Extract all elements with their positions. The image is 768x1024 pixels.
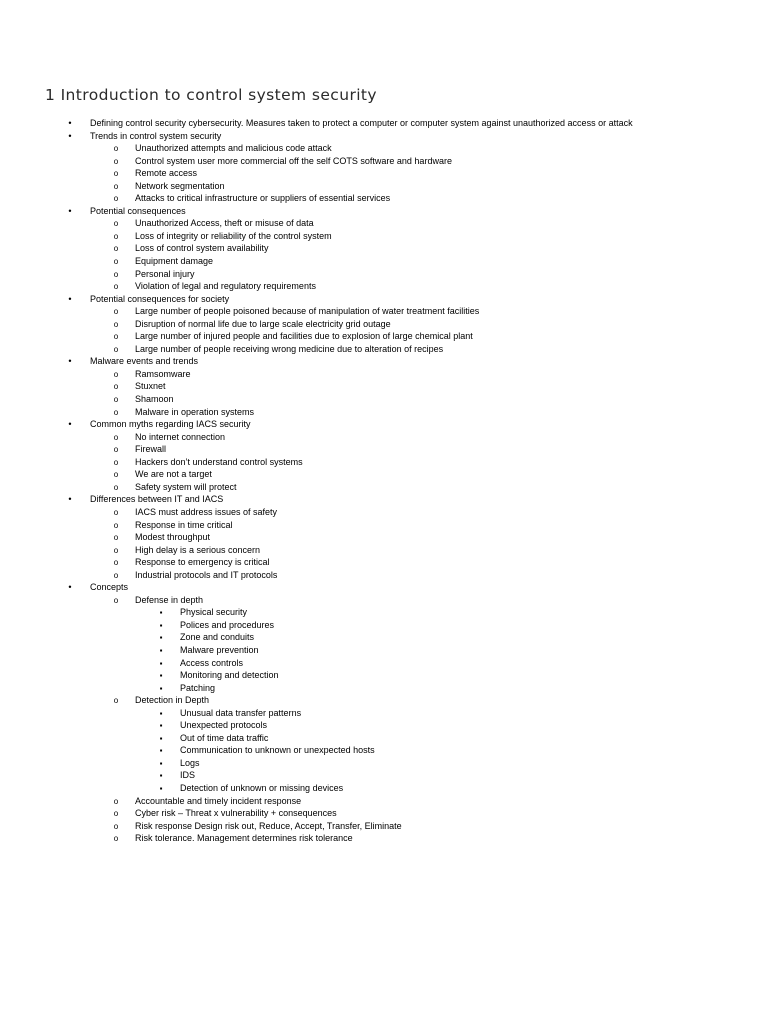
list-item-level-1 [0, 418, 768, 431]
bullet-square-icon [155, 631, 167, 645]
bullet-disc-icon [64, 205, 76, 218]
list-item-level-3 [0, 619, 768, 632]
list-item-level-2 [0, 330, 768, 343]
bullet-circle-icon [110, 280, 122, 294]
bullet-circle-icon [110, 180, 122, 194]
bullet-circle-icon [110, 406, 122, 420]
list-item-level-2 [0, 468, 768, 481]
list-item-level-2 [0, 268, 768, 281]
list-item-level-2 [0, 343, 768, 356]
list-item-text: Cyber risk – Threat x vulnerability + consequences [135, 808, 337, 819]
list-item-level-2 [0, 255, 768, 268]
list-item-level-2 [0, 431, 768, 444]
bullet-circle-icon [110, 694, 122, 708]
list-item-text: Logs [180, 757, 200, 768]
bullet-circle-icon [110, 594, 122, 608]
list-item-text: Zone and conduits [180, 632, 255, 643]
list-item-text: Industrial protocols and IT protocols [135, 569, 278, 580]
list-item-text: IDS [180, 770, 196, 781]
list-item-level-1 [0, 205, 768, 218]
bullet-circle-icon [110, 380, 122, 394]
list-item-level-2 [0, 368, 768, 381]
bullet-outline [0, 117, 768, 845]
bullet-square-icon [155, 732, 167, 746]
list-item-level-3 [0, 631, 768, 644]
bullet-circle-icon [110, 255, 122, 269]
list-item-text: Control system user more commercial off the self COTS software and hardware [135, 155, 452, 166]
bullet-disc-icon [64, 130, 76, 143]
bullet-square-icon [155, 644, 167, 658]
bullet-circle-icon [110, 468, 122, 482]
list-item-text: Trends in control system security [90, 130, 222, 141]
bullet-square-icon [155, 669, 167, 683]
bullet-disc-icon [64, 355, 76, 368]
list-item-level-3 [0, 682, 768, 695]
list-item-level-3 [0, 732, 768, 745]
list-item-level-3 [0, 769, 768, 782]
bullet-circle-icon [110, 569, 122, 583]
list-item-text: Malware prevention [180, 644, 259, 655]
list-item-text: Monitoring and detection [180, 670, 279, 681]
bullet-disc-icon [64, 581, 76, 594]
list-item-text: Risk tolerance. Management determines risk tolerance [135, 833, 353, 844]
list-item-text: Shamoon [135, 394, 174, 405]
list-item-level-3 [0, 707, 768, 720]
list-item-level-2 [0, 393, 768, 406]
list-item-level-2 [0, 506, 768, 519]
list-item-level-2 [0, 380, 768, 393]
list-item-level-3 [0, 669, 768, 682]
bullet-square-icon [155, 707, 167, 721]
list-item-level-2 [0, 531, 768, 544]
list-item-level-3 [0, 744, 768, 757]
list-item-text: Large number of injured people and facilities due to explosion of large chemical plant [135, 331, 473, 342]
list-item-level-2 [0, 481, 768, 494]
list-item-level-3 [0, 606, 768, 619]
bullet-circle-icon [110, 368, 122, 382]
list-item-level-2 [0, 820, 768, 833]
list-item-text: Loss of integrity or reliability of the control system [135, 230, 332, 241]
list-item-text: Safety system will protect [135, 481, 237, 492]
list-item-text: Remote access [135, 168, 198, 179]
bullet-circle-icon [110, 431, 122, 445]
list-item-text: Differences between IT and IACS [90, 494, 224, 505]
list-item-text: Response in time critical [135, 519, 233, 530]
list-item-text: Unauthorized Access, theft or misuse of data [135, 218, 314, 229]
list-item-level-2 [0, 795, 768, 808]
list-item-level-2 [0, 318, 768, 331]
bullet-circle-icon [110, 807, 122, 821]
bullet-circle-icon [110, 330, 122, 344]
list-item-level-2 [0, 556, 768, 569]
list-item-level-2 [0, 180, 768, 193]
list-item-text: Detection in Depth [135, 695, 210, 706]
list-item-text: Potential consequences for society [90, 293, 230, 304]
list-item-text: Potential consequences [90, 205, 186, 216]
list-item-text: High delay is a serious concern [135, 544, 261, 555]
bullet-circle-icon [110, 192, 122, 206]
bullet-circle-icon [110, 531, 122, 545]
list-item-text: Defense in depth [135, 594, 204, 605]
bullet-circle-icon [110, 544, 122, 558]
list-item-text: Out of time data traffic [180, 732, 269, 743]
list-item-text: Malware in operation systems [135, 406, 255, 417]
bullet-disc-icon [64, 117, 76, 130]
list-item-text: Risk response Design risk out, Reduce, Accept, Transfer, Eliminate [135, 820, 402, 831]
list-item-level-2 [0, 305, 768, 318]
list-item-text: Communication to unknown or unexpected hosts [180, 745, 375, 756]
list-item-level-2 [0, 142, 768, 155]
list-item-text: Unusual data transfer patterns [180, 707, 302, 718]
list-item-level-2 [0, 155, 768, 168]
list-item-level-2 [0, 167, 768, 180]
list-item-text: Equipment damage [135, 256, 214, 267]
bullet-square-icon [155, 682, 167, 696]
bullet-square-icon [155, 619, 167, 633]
list-item-text: Network segmentation [135, 180, 225, 191]
bullet-circle-icon [110, 318, 122, 332]
list-item-text: Physical security [180, 607, 248, 618]
list-item-level-1 [0, 117, 768, 130]
list-item-text: Detection of unknown or missing devices [180, 782, 344, 793]
bullet-circle-icon [110, 230, 122, 244]
list-item-level-3 [0, 782, 768, 795]
section-heading: 1 Introduction to control system security [45, 86, 377, 104]
list-item-text: IACS must address issues of safety [135, 506, 278, 517]
list-item-text: No internet connection [135, 431, 226, 442]
list-item-text: Ramsomware [135, 368, 191, 379]
list-item-level-1 [0, 355, 768, 368]
list-item-level-3 [0, 657, 768, 670]
list-item-level-2 [0, 217, 768, 230]
bullet-square-icon [155, 657, 167, 671]
list-item-level-2 [0, 192, 768, 205]
bullet-circle-icon [110, 456, 122, 470]
bullet-circle-icon [110, 556, 122, 570]
list-item-level-2 [0, 230, 768, 243]
list-item-text: Polices and procedures [180, 619, 275, 630]
list-item-text: Loss of control system availability [135, 243, 269, 254]
list-item-level-2 [0, 807, 768, 820]
list-item-level-2 [0, 569, 768, 582]
bullet-circle-icon [110, 519, 122, 533]
list-item-text: Common myths regarding IACS security [90, 419, 251, 430]
list-item-text: Defining control security cybersecurity. Measures taken to protect a computer or computer system against unauthorized access or attack [90, 118, 633, 128]
bullet-circle-icon [110, 142, 122, 156]
bullet-square-icon [155, 719, 167, 733]
list-item-text: Large number of people poisoned because of manipulation of water treatment facilities [135, 306, 480, 317]
list-item-level-1 [0, 293, 768, 306]
list-item-level-1 [0, 130, 768, 143]
list-item-text: Violation of legal and regulatory requirements [135, 281, 316, 292]
bullet-disc-icon [64, 493, 76, 506]
bullet-circle-icon [110, 795, 122, 809]
bullet-circle-icon [110, 217, 122, 231]
list-item-level-2 [0, 694, 768, 707]
bullet-circle-icon [110, 155, 122, 169]
list-item-text: Disruption of normal life due to large scale electricity grid outage [135, 318, 391, 329]
list-item-level-3 [0, 757, 768, 770]
list-item-text: Large number of people receiving wrong medicine due to alteration of recipes [135, 343, 444, 354]
bullet-disc-icon [64, 293, 76, 306]
list-item-level-2 [0, 456, 768, 469]
bullet-circle-icon [110, 167, 122, 181]
list-item-level-2 [0, 544, 768, 557]
bullet-circle-icon [110, 268, 122, 282]
bullet-circle-icon [110, 506, 122, 520]
list-item-text: Access controls [180, 657, 244, 668]
list-item-text: We are not a target [135, 469, 212, 480]
bullet-square-icon [155, 757, 167, 771]
list-item-text: Modest throughput [135, 532, 211, 543]
bullet-circle-icon [110, 393, 122, 407]
list-item-text: Firewall [135, 444, 167, 455]
list-item-level-2 [0, 406, 768, 419]
list-item-text: Unexpected protocols [180, 720, 268, 731]
bullet-square-icon [155, 744, 167, 758]
bullet-circle-icon [110, 305, 122, 319]
list-item-text: Hackers don’t understand control systems [135, 456, 303, 467]
list-item-text: Response to emergency is critical [135, 557, 270, 568]
list-item-level-2 [0, 280, 768, 293]
list-item-text: Patching [180, 682, 216, 693]
bullet-circle-icon [110, 242, 122, 256]
list-item-level-3 [0, 719, 768, 732]
list-item-level-2 [0, 242, 768, 255]
bullet-circle-icon [110, 832, 122, 846]
list-item-level-3 [0, 644, 768, 657]
bullet-circle-icon [110, 820, 122, 834]
list-item-level-2 [0, 443, 768, 456]
bullet-square-icon [155, 782, 167, 796]
list-item-text: Personal injury [135, 268, 195, 279]
bullet-circle-icon [110, 343, 122, 357]
list-item-text: Concepts [90, 582, 129, 593]
list-item-text: Attacks to critical infrastructure or suppliers of essential services [135, 193, 391, 204]
bullet-square-icon [155, 769, 167, 783]
list-item-text: Unauthorized attempts and malicious code attack [135, 143, 332, 154]
list-item-level-2 [0, 594, 768, 607]
bullet-disc-icon [64, 418, 76, 431]
list-item-text: Malware events and trends [90, 356, 199, 367]
list-item-text: Stuxnet [135, 381, 166, 392]
list-item-level-1 [0, 581, 768, 594]
bullet-circle-icon [110, 443, 122, 457]
bullet-circle-icon [110, 481, 122, 495]
list-item-level-2 [0, 519, 768, 532]
list-item-level-1 [0, 493, 768, 506]
list-item-text: Accountable and timely incident response [135, 795, 302, 806]
bullet-square-icon [155, 606, 167, 620]
list-item-level-2 [0, 832, 768, 845]
